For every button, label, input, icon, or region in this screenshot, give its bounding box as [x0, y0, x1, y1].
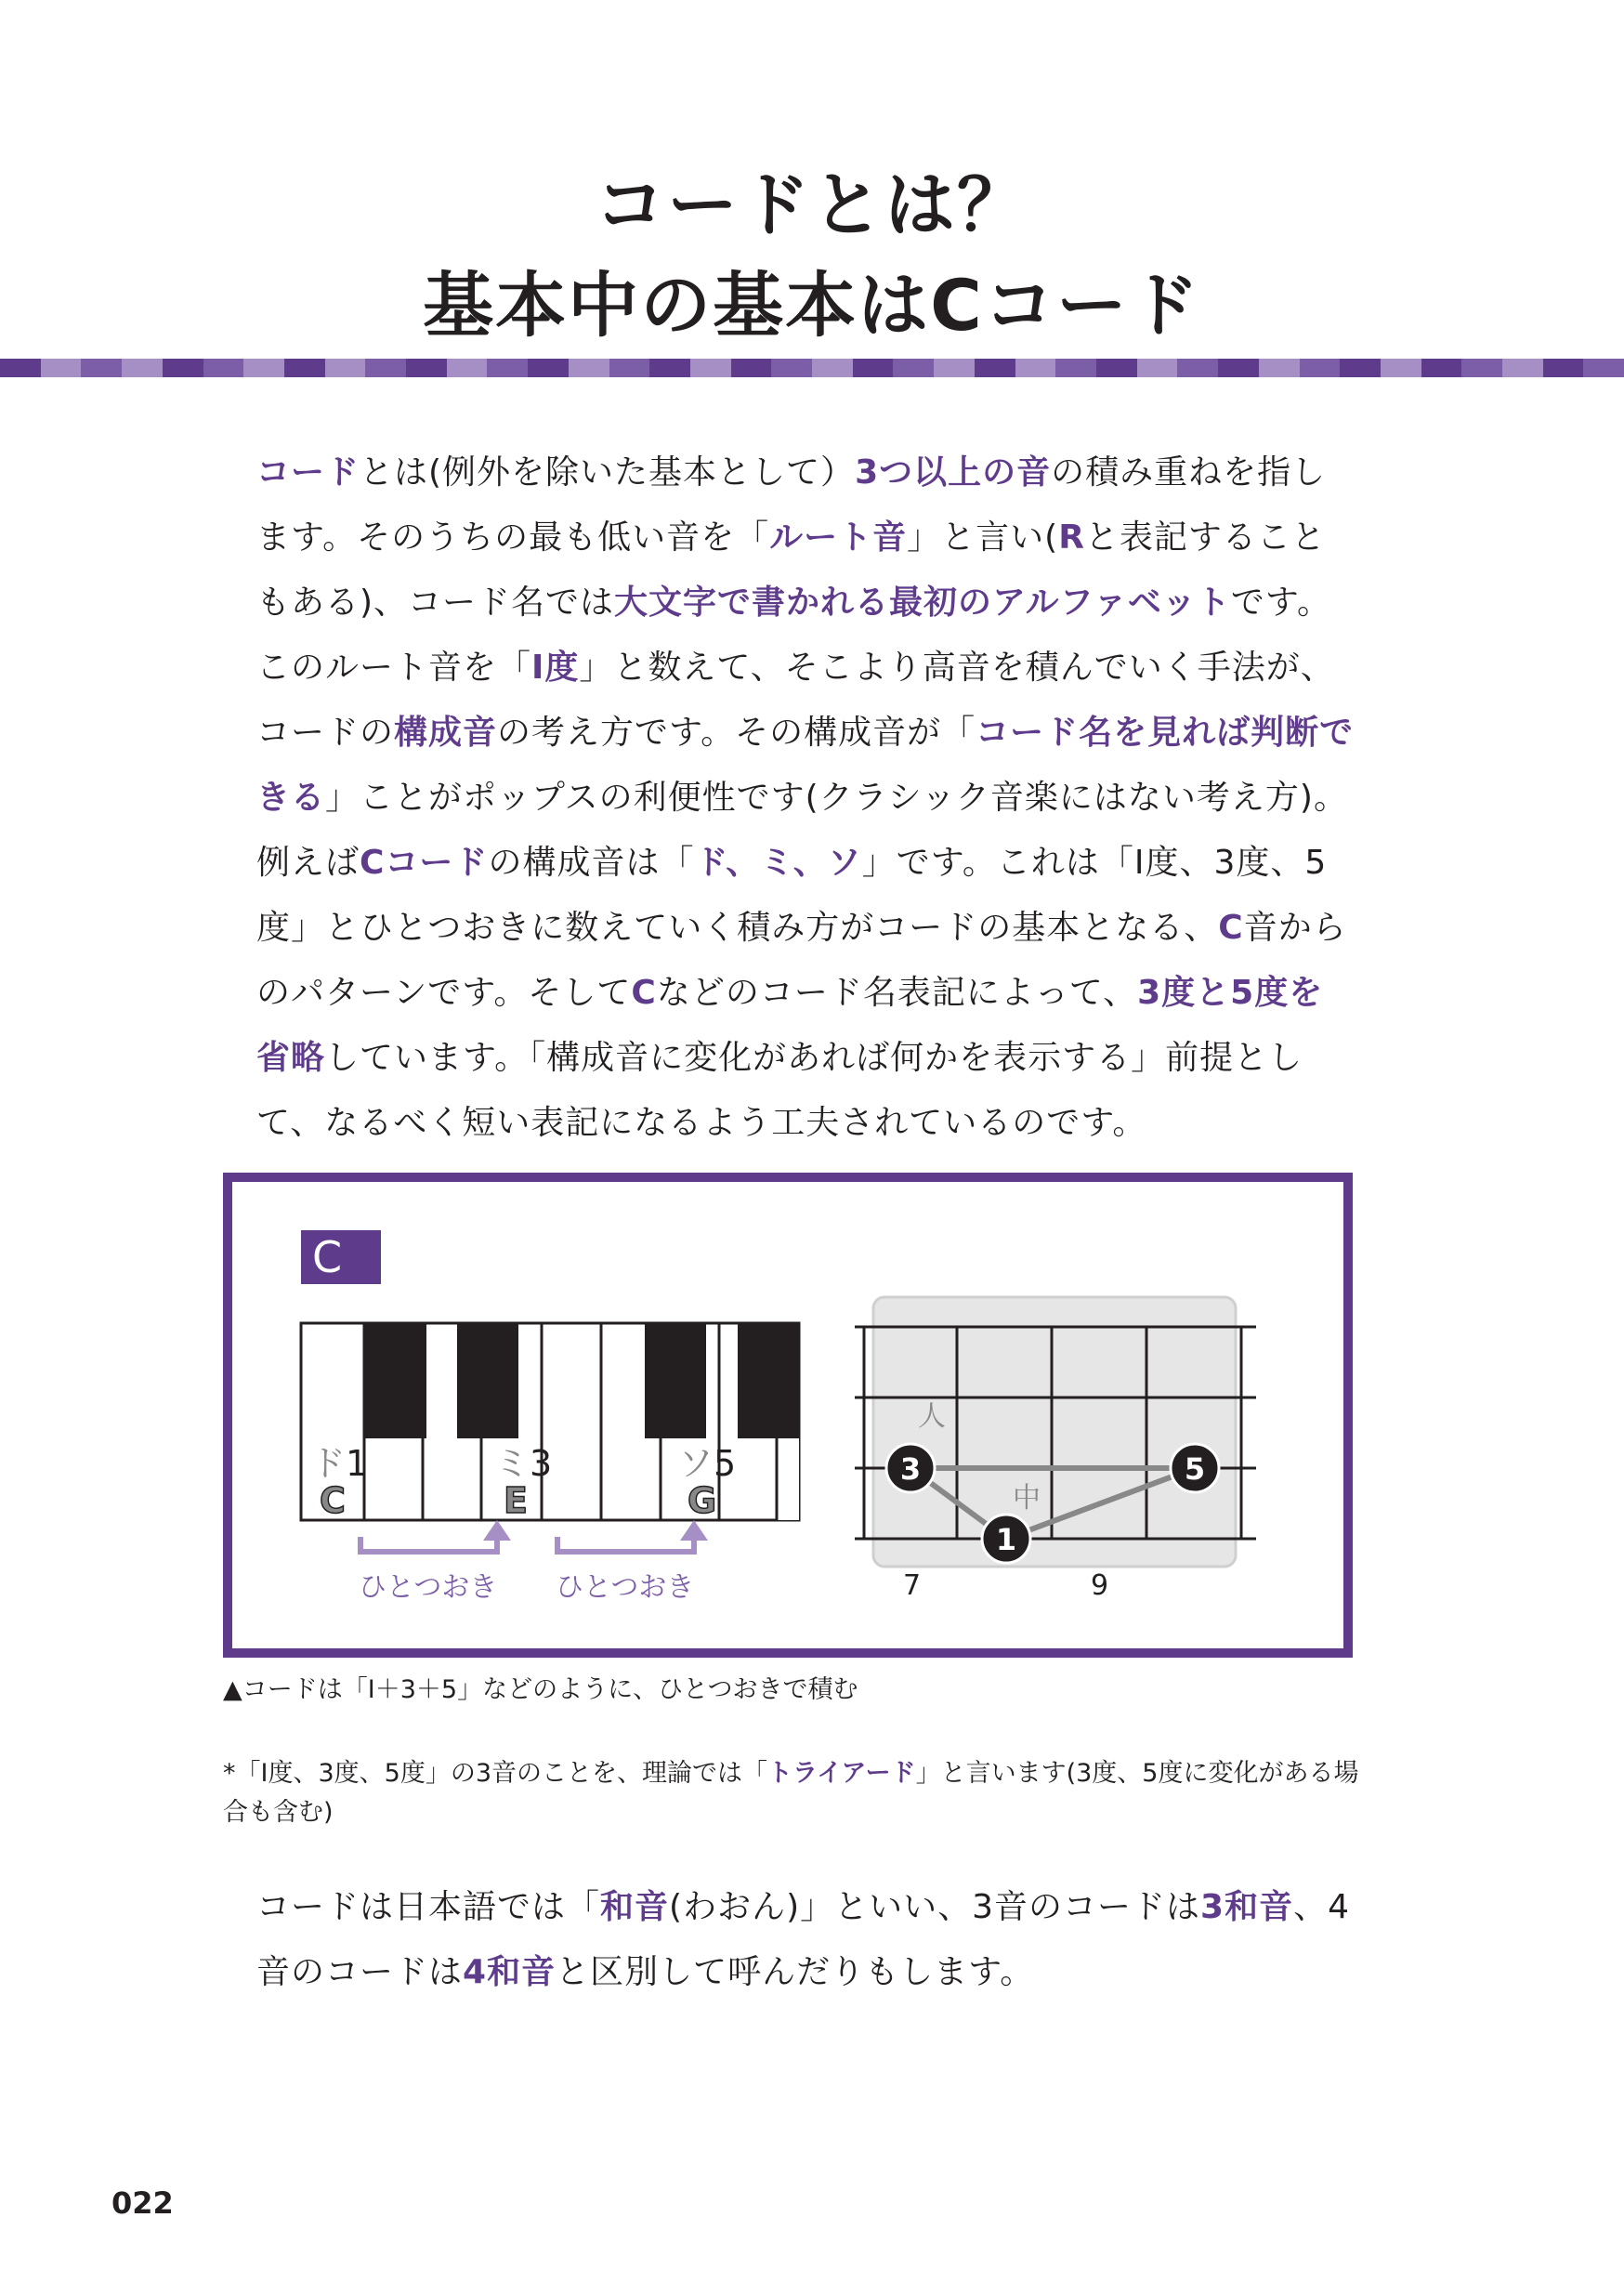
skip-arrow-2 — [557, 1537, 694, 1552]
chord-diagrams — [232, 1182, 1343, 1648]
note-letter-g: G — [688, 1480, 717, 1521]
body-text — [223, 440, 1356, 1156]
text-run: とは(例外を除いた基本として） — [360, 453, 856, 492]
highlight-c: C — [1218, 909, 1244, 947]
text-run: 例えば — [256, 844, 360, 882]
skip-arrow-1 — [360, 1537, 497, 1552]
finger-label-middle: 中 — [1013, 1482, 1041, 1515]
fret-dot-label-1: 1 — [995, 1522, 1017, 1557]
text-run: の構成音は「 — [488, 844, 695, 882]
highlight-degree-one: Ⅰ度 — [531, 649, 580, 687]
arrow-up-icon — [680, 1520, 708, 1541]
footnote — [223, 1754, 1366, 1832]
text-run: しています。「構成音に変化があれば何かを表示する」前提として、なるべく短い表記になるよう工夫されているのです。 — [256, 1039, 1303, 1142]
note-kana-mi: ミ — [494, 1443, 530, 1484]
highlight-judge-by-name: コード名を見れば判断できる — [256, 714, 1355, 817]
figure-caption: ▲コードは「Ⅰ＋3＋5」などのように、ひとつおきで積む — [223, 1675, 858, 1704]
text-run: です。このルート音を「 — [256, 584, 1332, 687]
fret-dot-3 — [886, 1444, 935, 1492]
text-run: などのコード名表記によって、 — [656, 974, 1138, 1012]
paragraph-1 — [223, 440, 1356, 831]
highlight-first-letter: 大文字で書かれる最初のアルファベット — [614, 584, 1231, 622]
fret-number-9: 9 — [1091, 1569, 1109, 1602]
page-number: 022 — [111, 2185, 174, 2221]
note-degree-3: 3 — [530, 1443, 553, 1484]
note-kana-so: ソ — [678, 1443, 714, 1484]
highlight-r: R — [1058, 518, 1085, 557]
page-title-line2: 基本中の基本はCコード — [423, 264, 1201, 347]
body-text-2 — [223, 1875, 1356, 2005]
highlight-c: C — [631, 974, 657, 1012]
text-run: 」と言い( — [907, 518, 1059, 557]
text-run: 」と言います(3度、5度に変化がある場合も含む) — [223, 1759, 1359, 1827]
arrow-up-icon — [483, 1520, 511, 1541]
text-run: の積み重ねを指します。そのうちの最も低い音を「 — [256, 453, 1327, 557]
highlight-three-notes: 3つ以上の音 — [855, 453, 1052, 492]
chord-figure — [223, 1173, 1353, 1658]
skip-label-2: ひとつおき — [556, 1571, 695, 1604]
fretboard-diagram — [855, 1297, 1256, 1567]
highlight-c-chord: Cコード — [360, 844, 489, 882]
highlight-omit-3-5: 3度と5度を省略 — [256, 974, 1324, 1077]
text-run: 」と数えて、そこより高音を積んでいく手法が、コードの — [256, 649, 1335, 752]
title-divider-stripe — [0, 359, 1624, 377]
note-degree-5: 5 — [714, 1443, 737, 1484]
skip-label-1: ひとつおき — [359, 1571, 498, 1604]
fret-dot-5 — [1171, 1444, 1219, 1492]
highlight-root-note: ルート音 — [769, 518, 908, 557]
text-run: 」です。これは「Ⅰ度、3度、5度」とひとつおきに数えていく積み方がコードの基本となる、 — [256, 844, 1328, 947]
text-run: と区別して呼んだりもします。 — [556, 1953, 1035, 1991]
highlight-triad: トライアード — [767, 1759, 916, 1788]
highlight-do-mi-so: ド、ミ、ソ — [694, 844, 862, 882]
text-run: の考え方です。その構成音が「 — [497, 714, 976, 752]
text-run: *「Ⅰ度、3度、5度」の3音のことを、理論では「 — [223, 1759, 767, 1788]
fret-dot-label-5: 5 — [1184, 1451, 1206, 1487]
highlight-code: コード — [256, 453, 360, 492]
highlight-3-waon: 3和音 — [1200, 1888, 1294, 1926]
note-kana-do: ド — [310, 1443, 347, 1484]
text-run: と表記することもある)、コード名では — [256, 518, 1326, 622]
note-letter-e: E — [504, 1480, 528, 1521]
text-run: (わおん)」といい、3音のコードは — [669, 1888, 1201, 1926]
fret-dot-label-3: 3 — [899, 1451, 922, 1487]
paragraph-3 — [223, 1875, 1356, 2005]
page-title-line1: コードとは？ — [595, 164, 1029, 246]
paragraph-2 — [223, 831, 1356, 1156]
highlight-waon: 和音 — [600, 1888, 670, 1926]
text-run: 、4音のコードは — [256, 1888, 1350, 1991]
text-run: 」ことがポップスの利便性です(クラシック音楽にはない考え方)。 — [325, 779, 1348, 817]
finger-label-index: 人 — [918, 1400, 946, 1433]
fret-number-7: 7 — [903, 1569, 922, 1602]
text-run: 音からのパターンです。そして — [256, 909, 1347, 1012]
note-letter-c: C — [320, 1480, 346, 1521]
text-run: コードは日本語では「 — [256, 1888, 601, 1926]
chord-name-label: C — [301, 1230, 381, 1284]
highlight-4-waon: 4和音 — [463, 1953, 557, 1991]
highlight-chord-tones: 構成音 — [394, 714, 498, 752]
fret-dot-1 — [982, 1515, 1030, 1563]
note-degree-1: 1 — [346, 1443, 369, 1484]
piano-keyboard — [301, 1323, 799, 1520]
